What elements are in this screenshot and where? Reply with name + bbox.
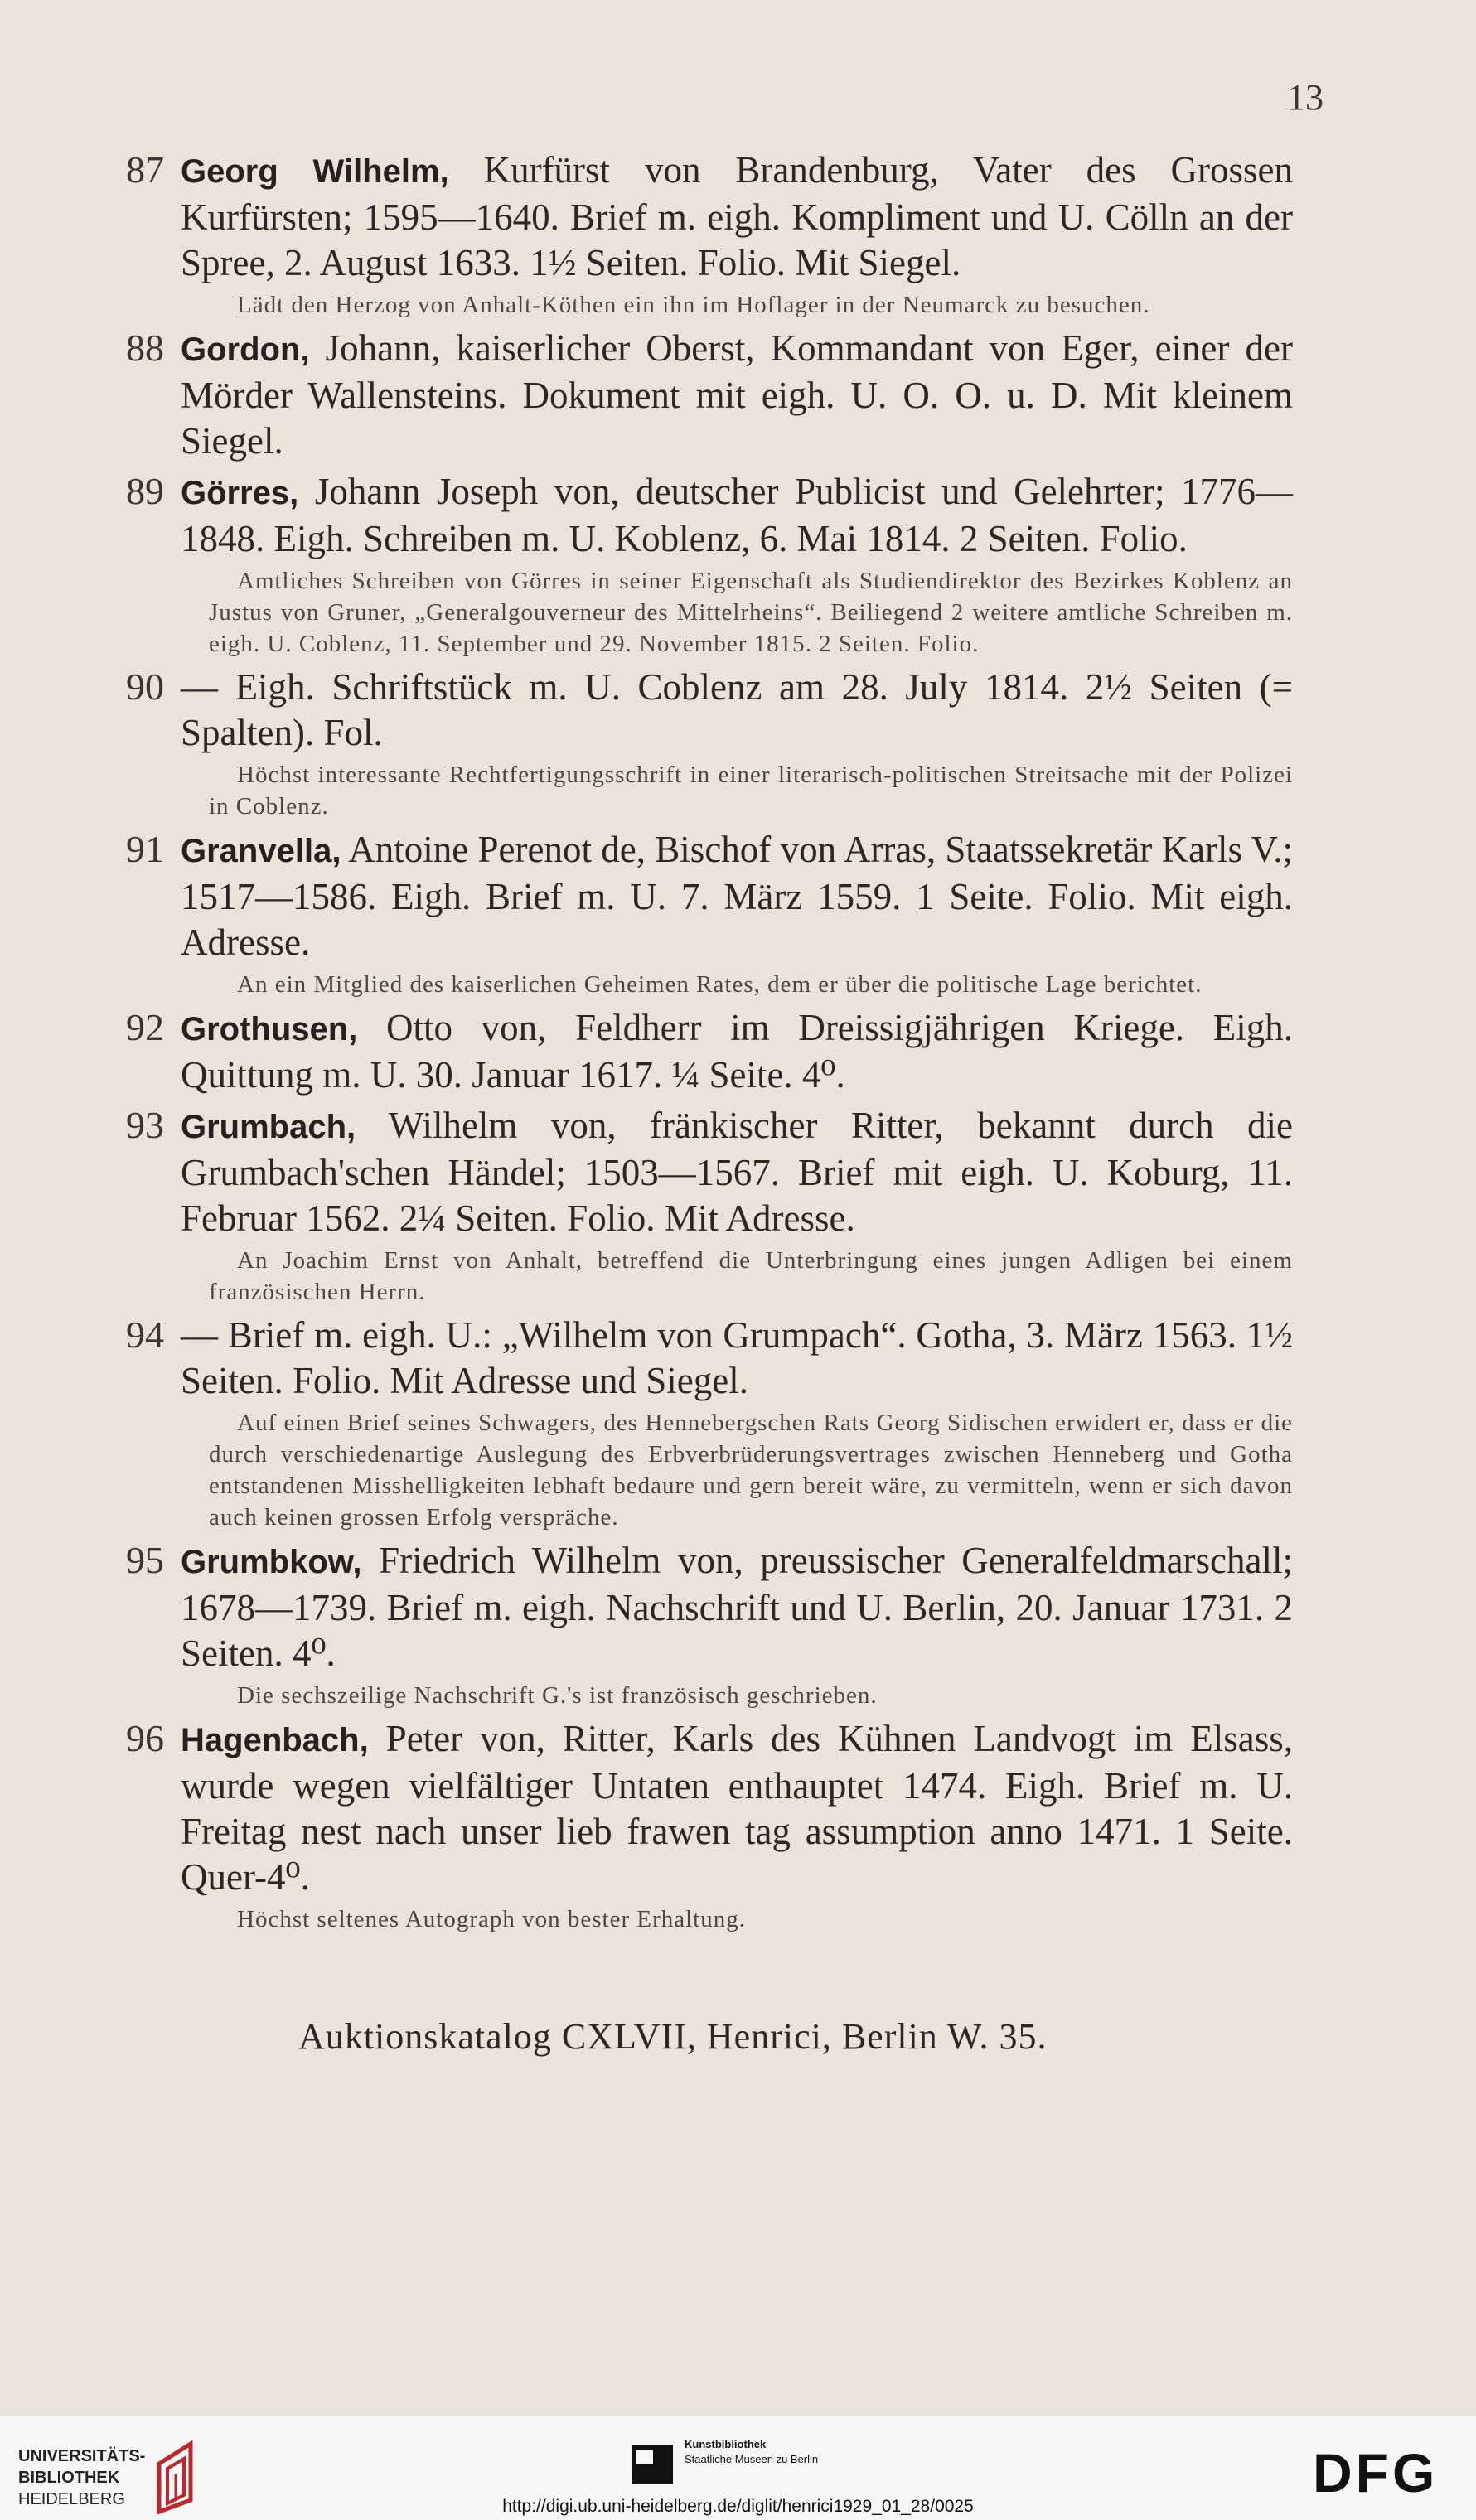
entry-text: — Brief m. eigh. U.: „Wilhelm von Grumpach“. Gotha, 3. März 1563. 1½ Seiten. Folio. Mit Adresse und Siegel. [181,1314,1293,1401]
entry-number: 95 [126,1539,164,1581]
entry-name: Grumbkow, [181,1544,362,1580]
entry-description [181,326,1293,464]
entry-name: Grothusen, [181,1011,358,1047]
entry-text: Wilhelm von, fränkischer Ritter, bekannt durch die Grumbach'schen Händel; 1503—1567. Brief mit eigh. U. Koburg, 11. Februar 1562. 2¼ Seiten. Folio. Mit Adresse. [181,1105,1293,1239]
catalog-entry [99,1716,1293,1935]
entry-number: 89 [126,470,164,512]
entry-description [181,1716,1293,1900]
catalog-footer-line: Auktionskatalog CXLVII, Henrici, Berlin W. 35. [298,2016,1048,2057]
entry-note: Amtliches Schreiben von Görres in seiner Eigenschaft als Studiendirektor des Bezirkes Koblenz an Justus von Gruner, „Generalgouverneur des Mittelrheins“. Beiliegend 2 weitere amtliche Schreiben m. eigh. U. Coblenz, 11. September und 29. November 1815. 2 Seiten. Folio. [209,568,1293,657]
kunstbibliothek-emblem-icon [630,2444,675,2485]
entry-note: Höchst interessante Rechtfertigungsschrift in einer literarisch-politischen Streitsache mit der Polizei in Coblenz. [209,762,1293,820]
entry-description [181,1538,1293,1676]
entry-list [99,148,1293,1940]
entry-note: Höchst seltenes Autograph von bester Erhaltung. [237,1906,746,1932]
kunstbibliothek-wordmark [685,2437,818,2467]
entry-text: Johann Joseph von, deutscher Publicist und Gelehrter; 1776—1848. Eigh. Schreiben m. U. Koblenz, 6. Mai 1814. 2 Seiten. Folio. [181,471,1293,559]
catalog-entry [99,469,1293,660]
entry-name: Görres, [181,475,299,511]
entry-note: Lädt den Herzog von Anhalt-Köthen ein ihn im Hoflager in der Neumarck zu besuchen. [237,292,1150,318]
entry-name: Hagenbach, [181,1722,369,1758]
entry-note: Auf einen Brief seines Schwagers, des Hennebergschen Rats Georg Sidischen erwidert er, dass er die durch verschiedenartige Auslegung des Erbverbrüderungsvertrages zwischen Henneberg und Gotha entstandenen Misshelligkeiten lebhaft bedaure und gern bereit wäre, zu vermitteln, wenn er sich davon auch keinen grossen Erfolg verspräche. [209,1410,1293,1531]
entry-body [181,827,1293,1000]
catalog-entry [99,1005,1293,1098]
entry-name: Gordon, [181,331,310,368]
entry-number: 88 [126,326,164,369]
entry-text: Friedrich Wilhelm von, preussischer Generalfeldmarschall; 1678—1739. Brief m. eigh. Nachschrift und U. Berlin, 20. Januar 1731. 2 Seiten. 4⁰. [181,1540,1294,1674]
entry-number: 87 [126,148,164,191]
entry-body [181,1005,1293,1098]
catalog-entry [99,1313,1293,1533]
entry-name: Georg Wilhelm, [181,153,449,190]
entry-body [181,1313,1293,1533]
catalog-entry [99,665,1293,822]
entry-text: — Eigh. Schriftstück m. U. Coblenz am 28. July 1814. 2½ Seiten (= Spalten). Fol. [181,666,1293,753]
entry-body [181,665,1293,822]
catalog-entry [99,1103,1293,1308]
kb-line-2: Staatliche Museen zu Berlin [685,2453,819,2465]
catalog-entry [99,1538,1293,1711]
entry-body [181,1716,1293,1935]
entry-body [181,469,1293,660]
source-url[interactable]: http://digi.ub.uni-heidelberg.de/diglit/henrici1929_01_28/0025 [502,2497,974,2516]
catalog-entry [99,827,1293,1000]
entry-description [181,1005,1293,1098]
ub-line-1: UNIVERSITÄTS- [18,2447,146,2465]
dfg-logo[interactable] [1313,2445,1454,2498]
entry-description [181,827,1293,965]
entry-text: Peter von, Ritter, Karls des Kühnen Landvogt im Elsass, wurde wegen vielfältiger Untaten enthauptet 1474. Eigh. Brief m. U. Freitag nest nach unser lieb frawen tag assumption anno 1471. 1 Seite. Quer-4⁰. [181,1718,1293,1898]
entry-description [181,1313,1293,1404]
entry-body [181,1538,1293,1711]
page-number: 13 [1287,77,1324,118]
viewer-footer [0,2416,1476,2520]
entry-text: Johann, kaiserlicher Oberst, Kommandant von Eger, einer der Mörder Wallensteins. Dokument mit eigh. U. O. O. u. D. Mit kleinem Siegel. [181,327,1294,462]
entry-name: Grumbach, [181,1109,356,1145]
entry-note: An ein Mitglied des kaiserlichen Geheimen Rates, dem er über die politische Lage berichtet. [237,971,1203,998]
kb-line-1: Kunstbibliothek [685,2438,767,2450]
ub-line-2: BIBLIOTHEK [18,2469,120,2487]
entry-body [181,148,1293,321]
entry-text: Antoine Perenot de, Bischof von Arras, Staatssekretär Karls V.; 1517—1586. Eigh. Brief m. U. 7. März 1559. 1 Seite. Folio. Mit eigh. Adresse. [181,829,1293,963]
entry-text: Otto von, Feldherr im Dreissigjährigen Kriege. Eigh. Quittung m. U. 30. Januar 1617. ¼ Seite. 4⁰. [181,1007,1293,1096]
entry-description [181,1103,1293,1241]
entry-number: 93 [126,1104,164,1146]
catalog-entry [99,326,1293,464]
entry-description [181,148,1293,286]
entry-number: 94 [126,1313,164,1356]
catalog-entry [99,148,1293,321]
entry-body [181,1103,1293,1308]
entry-number: 90 [126,665,164,708]
entry-number: 91 [126,828,164,870]
ub-line-3: HEIDELBERG [18,2490,125,2508]
entry-note: Die sechszeilige Nachschrift G.'s ist französisch geschrieben. [237,1682,878,1709]
entry-body [181,326,1293,464]
entry-description [181,469,1293,562]
kunstbibliothek-logo[interactable] [630,2434,878,2500]
entry-description [181,665,1293,756]
entry-text: Kurfürst von Brandenburg, Vater des Grossen Kurfürsten; 1595—1640. Brief m. eigh. Kompliment und U. Cölln an der Spree, 2. August 1633. 1½ Seiten. Folio. Mit Siegel. [181,149,1294,283]
entry-number: 96 [126,1717,164,1759]
entry-note: An Joachim Ernst von Anhalt, betreffend die Unterbringung eines jungen Adligen bei einem französischen Herrn. [209,1247,1293,1305]
dfg-label: DFG [1313,2445,1439,2498]
entry-number: 92 [126,1006,164,1048]
entry-name: Granvella, [181,833,341,869]
